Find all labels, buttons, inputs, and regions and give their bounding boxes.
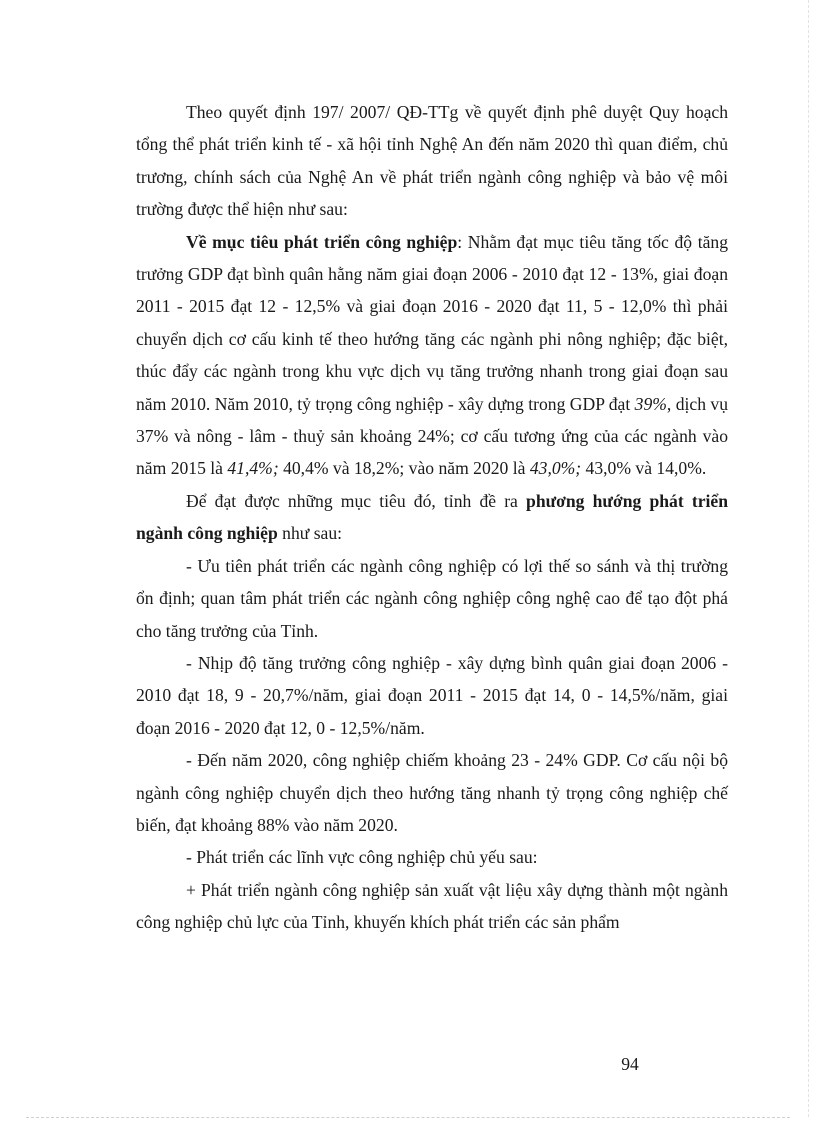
- direction-text-a: Để đạt được những mục tiêu đó, tỉnh đề ra: [186, 490, 527, 511]
- paragraph-intro: Theo quyết định 197/ 2007/ QĐ-TTg về quyết định phê duyệt Quy hoạch tổng thể phát triển kinh tế - xã hội tỉnh Nghệ An đến năm 2020 thì quan điểm, chủ trương, chính sách của Nghệ An về phát triển ngành công nghiệp và bảo vệ môi trường được thể hiện như sau:: [136, 102, 728, 220]
- direction-heading: phương hướng phát triển ngành công nghiệp: [136, 490, 728, 544]
- share-2015: 41,4%;: [227, 458, 279, 479]
- bullet-construction-materials: + Phát triển ngành công nghiệp sản xuất vật liệu xây dựng thành một ngành công nghiệp chủ lực của Tỉnh, khuyến khích phát triển các sản phẩm: [136, 879, 728, 933]
- goals-text-c: 40,4% và 18,2%; vào năm 2020 là: [278, 458, 530, 479]
- bullet-growth-rate: - Nhịp độ tăng trưởng công nghiệp - xây dựng bình quân giai đoạn 2006 - 2010 đạt 18, 9 - 20,7%/năm, giai đoạn 2011 - 2015 đạt 14, 0 - 14,5%/năm, giai đoạn 2016 - 2020 đạt 12, 0 - 12,5%/năm.: [136, 652, 728, 738]
- page-edge-right: [808, 0, 809, 1117]
- goals-heading: Về mục tiêu phát triển công nghiệp: [186, 231, 458, 252]
- page-edge-bottom: [26, 1117, 790, 1118]
- goals-text-a: : Nhằm đạt mục tiêu tăng tốc độ tăng trưởng GDP đạt bình quân hằng năm giai đoạn 2006 - 2010 đạt 12 - 13%, giai đoạn 2011 - 2015 đạt 12 - 12,5% và giai đoạn 2016 - 2020 đạt 11, 5 - 12,0% thì phải chuyển dịch cơ cấu kinh tế theo hướng tăng các ngành phi nông nghiệp; đặc biệt, thúc đẩy các ngành trong khu vực dịch vụ tăng trưởng nhanh trong giai đoạn sau năm 2010. Năm 2010, tỷ trọng công nghiệp - xây dựng trong GDP đạt: [136, 231, 728, 414]
- bullet-priority: - Ưu tiên phát triển các ngành công nghiệp có lợi thế so sánh và thị trường ổn định; quan tâm phát triển các ngành công nghiệp công nghệ cao để tạo đột phá cho tăng trưởng của Tỉnh.: [136, 555, 728, 641]
- share-2010: 39%: [634, 393, 667, 414]
- bullet-key-sectors: - Phát triển các lĩnh vực công nghiệp chủ yếu sau:: [186, 847, 538, 868]
- body-text: [136, 96, 728, 939]
- page-number: 94: [621, 1054, 639, 1074]
- goals-text-b: , dịch vụ 37% và nông - lâm - thuỷ sản khoảng 24%; cơ cấu tương ứng của các ngành vào năm 2015 là: [136, 393, 728, 479]
- direction-text-b: như sau:: [277, 523, 343, 544]
- paragraph-direction: [136, 485, 728, 550]
- paragraph-industry-goals: [136, 226, 728, 485]
- goals-text-d: 43,0% và 14,0%.: [581, 458, 707, 479]
- share-2020: 43,0%;: [529, 458, 582, 479]
- bullet-gdp-share: - Đến năm 2020, công nghiệp chiếm khoảng 23 - 24% GDP. Cơ cấu nội bộ ngành công nghiệp chuyển dịch theo hướng tăng nhanh tỷ trọng công nghiệp chế biến, đạt khoảng 88% vào năm 2020.: [136, 750, 728, 835]
